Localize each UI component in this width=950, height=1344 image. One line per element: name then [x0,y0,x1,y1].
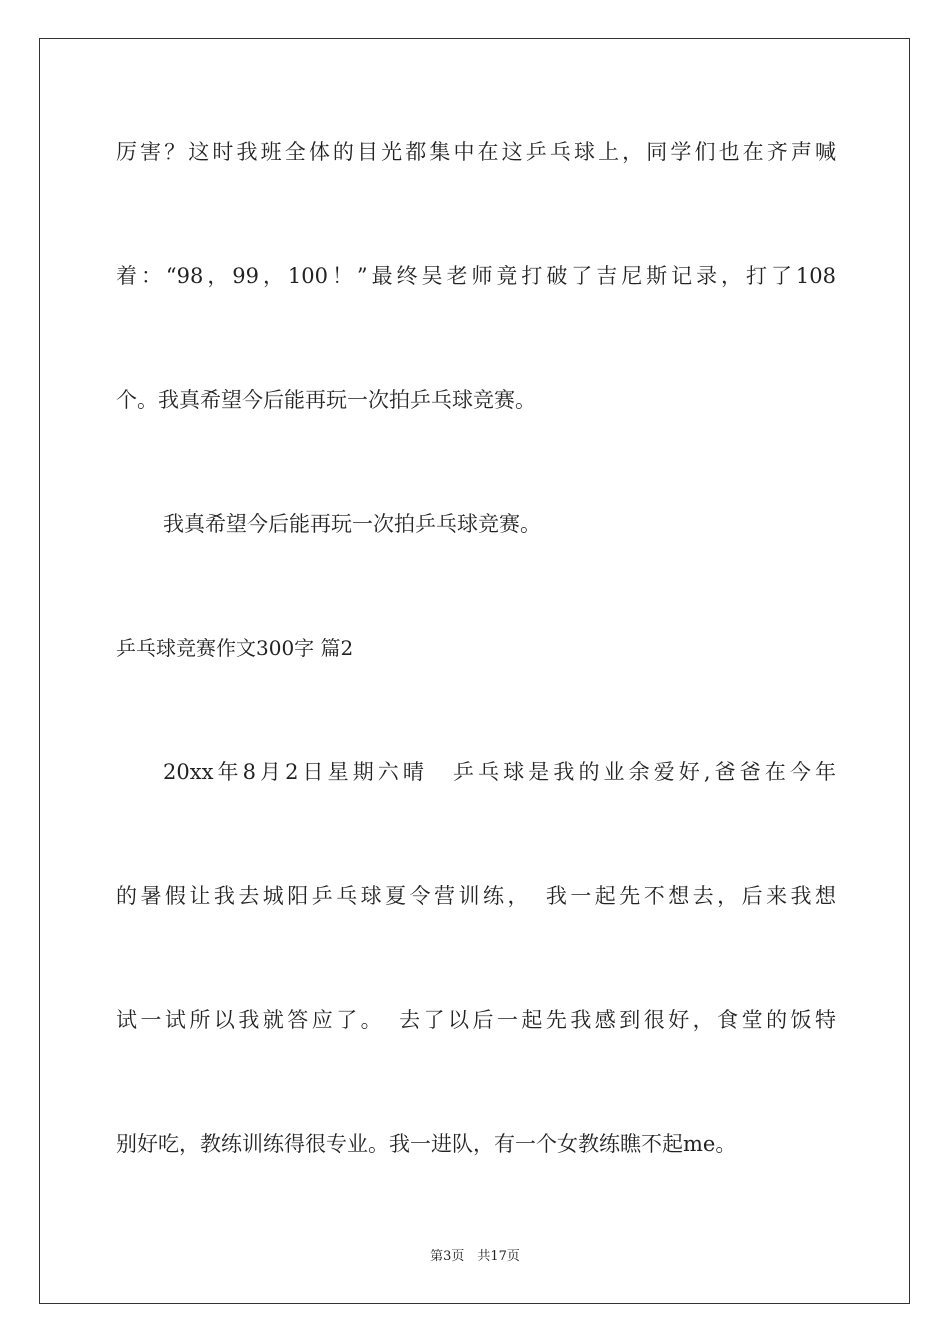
paragraph-line-1: 厉害？这时我班全体的目光都集中在这乒乓球上，同学们也在齐声喊 [116,140,836,164]
paragraph-line-9: 别好吃，教练训练得很专业。我一进队，有一个女教练瞧不起me。 [116,1132,737,1156]
paragraph-line-4: 我真希望今后能再玩一次拍乒乓球竞赛。 [163,512,541,536]
section-heading: 乒乓球竞赛作文300字 篇2 [116,636,354,660]
paragraph-line-3: 个。我真希望今后能再玩一次拍乒乓球竞赛。 [116,388,536,412]
paragraph-line-2: 着：“98，99，100！”最终吴老师竟打破了吉尼斯记录，打了108 [116,264,836,288]
page-border [39,38,910,1304]
paragraph-line-8: 试一试所以我就答应了。 去了以后一起先我感到很好，食堂的饭特 [116,1008,836,1032]
paragraph-line-6: 20xx年8月2日星期六晴 乒乓球是我的业余爱好,爸爸在今年 [163,760,836,784]
page-footer: 第3页 共17页 [430,1249,520,1264]
paragraph-line-7: 的暑假让我去城阳乒乓球夏令营训练， 我一起先不想去，后来我想 [116,884,836,908]
